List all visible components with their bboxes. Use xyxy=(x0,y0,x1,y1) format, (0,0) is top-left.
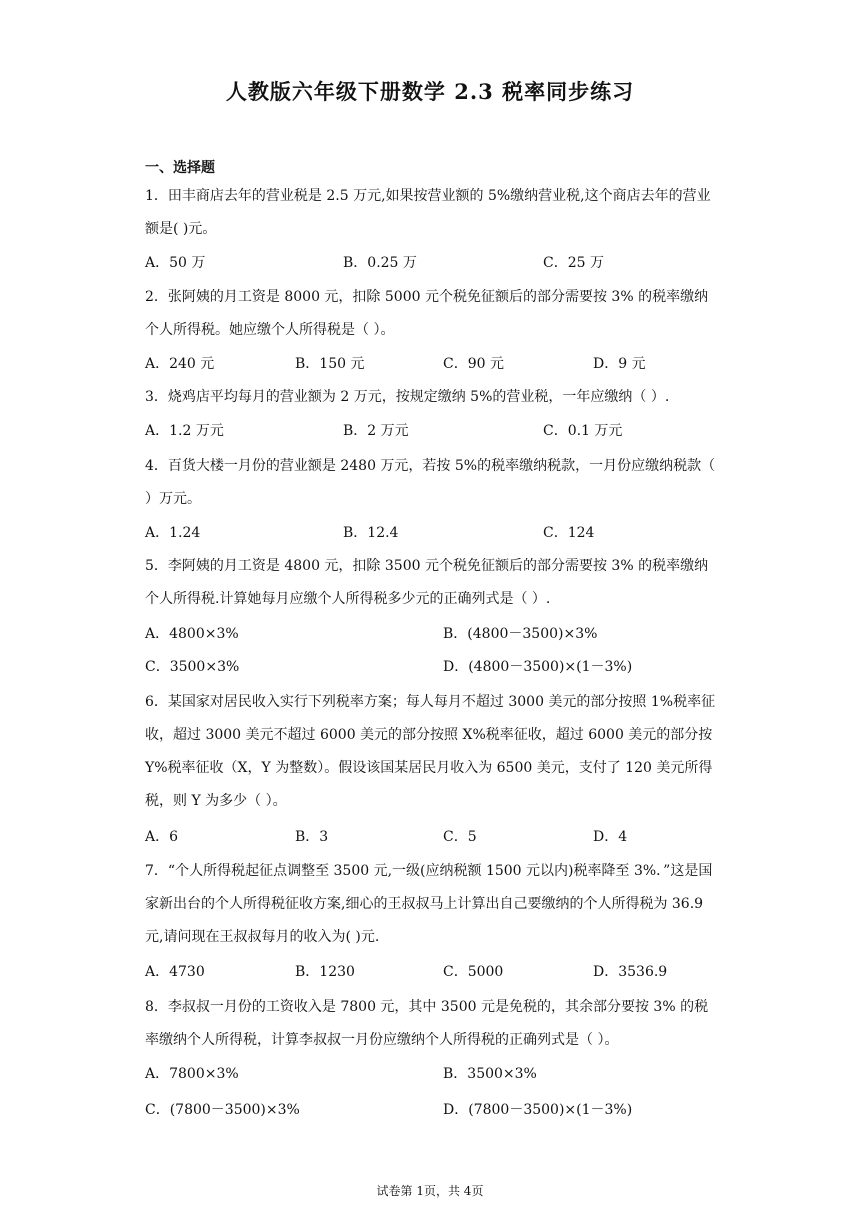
option: C．5000 xyxy=(443,964,504,980)
option: D．(4800－3500)×(1－3%) xyxy=(443,659,633,675)
question-3-text: 3．烧鸡店平均每月的营业额为 2 万元，按规定缴纳 5%的营业税，一年应缴纳（ ）. xyxy=(145,389,670,405)
page-title: 人教版六年级下册数学 2.3 税率同步练习 xyxy=(225,79,635,104)
question-1-text: 1．田丰商店去年的营业税是 2.5 万元,如果按营业额的 5%缴纳营业税,这个商店去年的营业额是( )元。 xyxy=(145,188,711,237)
question-8-options-row2 xyxy=(145,1095,717,1125)
question-8-options-row1 xyxy=(145,1059,717,1089)
option: B．0.25 万 xyxy=(343,255,417,271)
option: D．4 xyxy=(593,829,628,845)
option: C．0.1 万元 xyxy=(543,423,623,439)
question-5-options-row1 xyxy=(145,619,717,649)
option: A．50 万 xyxy=(145,255,206,271)
option: A．1.24 xyxy=(145,525,201,541)
option: B．12.4 xyxy=(343,525,399,541)
option: B．150 元 xyxy=(295,356,365,372)
section-heading: 一、选择题 xyxy=(145,160,215,176)
option: A．6 xyxy=(145,829,179,845)
question-7-text: 7．“个人所得税起征点调整至 3500 元,一级(应纳税额 1500 元以内)税率降至 3%．”这是国家新出台的个人所得税征收方案,细心的王叔叔马上计算出自己要缴纳的个人所得税为 36.9 元,请问现在王叔叔每月的收入为( )元. xyxy=(145,863,713,945)
question-4-text: 4．百货大楼一月份的营业额是 2480 万元，若按 5%的税率缴纳税款，一月份应缴纳税款（ ）万元。 xyxy=(145,458,716,507)
question-1-options xyxy=(145,248,717,278)
option: A．7800×3% xyxy=(145,1066,239,1082)
option: A．4730 xyxy=(145,964,205,980)
option: C．(7800－3500)×3% xyxy=(145,1102,300,1118)
option: A．240 元 xyxy=(145,356,215,372)
question-7-options xyxy=(145,957,717,987)
option: A．1.2 万元 xyxy=(145,423,224,439)
option: A．4800×3% xyxy=(145,626,239,642)
option: C．124 xyxy=(543,525,595,541)
option: C．3500×3% xyxy=(145,659,240,675)
page-footer: 试卷第 1页，共 4页 xyxy=(376,1184,484,1198)
option: D．(7800－3500)×(1－3%) xyxy=(443,1102,633,1118)
option: B．2 万元 xyxy=(343,423,409,439)
option: B．3 xyxy=(295,829,329,845)
question-6-options xyxy=(145,822,717,852)
option: C．90 元 xyxy=(443,356,504,372)
option: B．(4800－3500)×3% xyxy=(443,626,598,642)
option: C．5 xyxy=(443,829,477,845)
option: B．3500×3% xyxy=(443,1066,537,1082)
question-5-options-row2 xyxy=(145,652,717,682)
option: C．25 万 xyxy=(543,255,604,271)
option: D．3536.9 xyxy=(593,964,668,980)
question-2-options xyxy=(145,349,717,379)
option: B．1230 xyxy=(295,964,355,980)
question-5-text: 5．李阿姨的月工资是 4800 元，扣除 3500 元个税免征额后的部分需要按 3% 的税率缴纳个人所得税.计算她每月应缴个人所得税多少元的正确列式是（ ）. xyxy=(145,558,709,607)
question-3-options xyxy=(145,416,717,446)
question-2-text: 2．张阿姨的月工资是 8000 元，扣除 5000 元个税免征额后的部分需要按 3% 的税率缴纳个人所得税。她应缴个人所得税是（ ）。 xyxy=(145,289,709,338)
option: D．9 元 xyxy=(593,356,646,372)
question-4-options xyxy=(145,518,717,548)
question-8-text: 8．李叔叔一月份的工资收入是 7800 元，其中 3500 元是免税的，其余部分要按 3% 的税率缴纳个人所得税，计算李叔叔一月份应缴纳个人所得税的正确列式是（ ）。 xyxy=(145,999,709,1048)
question-6-text: 6．某国家对居民收入实行下列税率方案；每人每月不超过 3000 美元的部分按照 1%税率征收，超过 3000 美元不超过 6000 美元的部分按照 X%税率征收，超过 6000 美元的部分按 Y%税率征收（X，Y 为整数）。假设该国某居民月收入为 6500 美元，支付了 120 美元所得税，则 Y 为多少（ ）。 xyxy=(145,694,716,809)
